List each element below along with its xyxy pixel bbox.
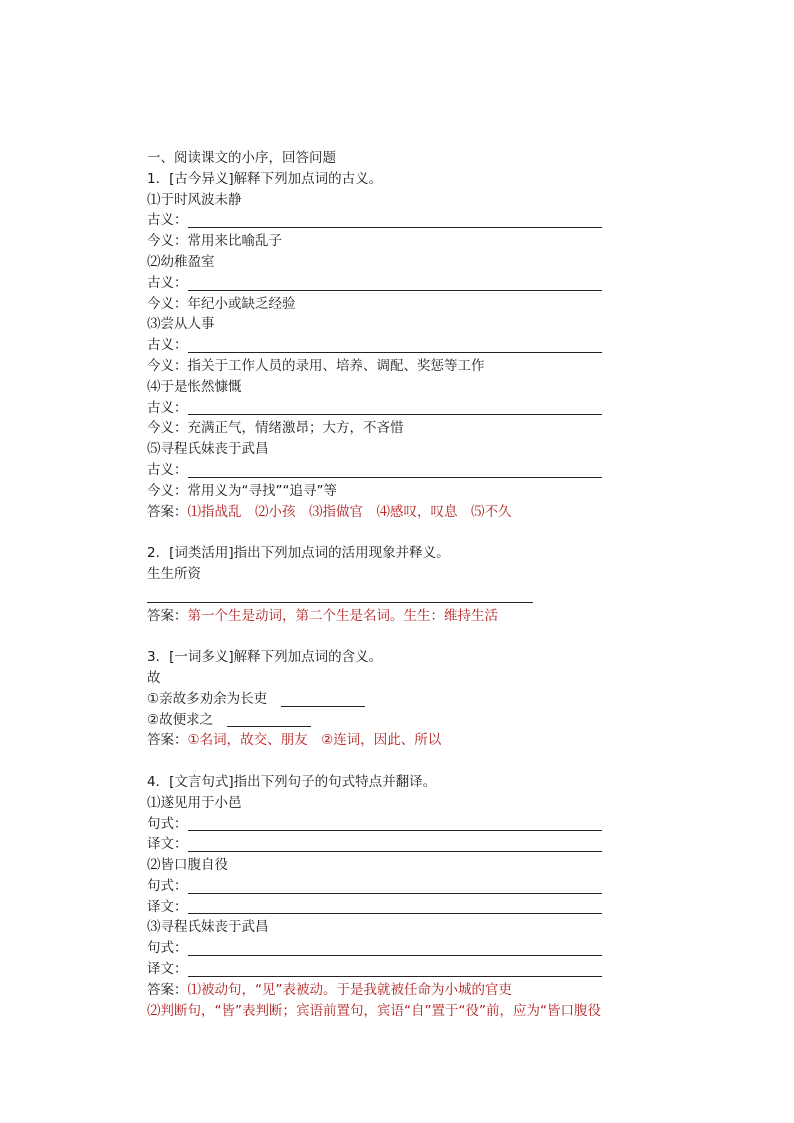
answer-blank[interactable] [188,399,602,415]
q1-item-4-phrase: ⑷于是怅然慷慨 [147,378,242,395]
q1-answer-text: ⑴指战乱 ⑵小孩 ⑶指做官 ⑷感叹，叹息 ⑸不久 [187,503,512,520]
q4-item-1-yi-row: 译文： [147,834,707,855]
q1-item-5-gu-row: 古义： [147,460,707,481]
q1-item-4-gu-row: 古义： [147,398,707,419]
q2-answer: 答案：第一个生是动词，第二个生是名词。生生：维持生活 [147,607,498,624]
q1-item-1-phrase: ⑴于时风波未静 [147,191,242,208]
q1-answer: 答案：⑴指战乱 ⑵小孩 ⑶指做官 ⑷感叹，叹息 ⑸不久 [147,503,512,520]
q1-item-2-jin: 今义：年纪小或缺乏经验 [147,295,296,312]
q3-answer: 答案：①名词，故交、朋友 ②连词，因此、所以 [147,732,442,749]
answer-blank[interactable] [188,878,602,894]
answer-blank[interactable] [188,898,602,914]
section-title: 一、阅读课文的小序，回答问题 [147,150,336,166]
q1-item-5-phrase: ⑸寻程氏妹丧于武昌 [147,441,269,458]
q1-item-3-jin: 今义：指关于工作人员的录用、培养、调配、奖惩等工作 [147,357,485,374]
q4-item-2-ju-row: 句式： [147,876,707,897]
q3-item-1: ①亲故多劝余为长吏 [147,689,707,710]
question-3-title: 3．[一词多义]解释下列加点词的含义。 [147,649,383,666]
answer-blank[interactable] [188,961,602,977]
q4-item-2-phrase: ⑵皆口腹自役 [147,857,228,874]
q1-item-3-phrase: ⑶尝从人事 [147,316,215,333]
q4-answer-2: ⑵判断句，“皆”表判断；宾语前置句，宾语“自”置于“役”前，应为“皆口腹役 [147,1002,601,1019]
answer-blank[interactable] [188,462,602,478]
answer-blank[interactable] [188,337,602,353]
question-4-title: 4．[文言句式]指出下列句子的句式特点并翻译。 [147,773,437,790]
answer-blank[interactable] [188,815,602,831]
q1-item-4-jin: 今义：充满正气，情绪激昂；大方，不吝惜 [147,420,404,437]
question-2-title: 2．[词类活用]指出下列加点词的活用现象并释义。 [147,545,450,562]
q1-item-5-jin: 今义：常用义为“寻找”“追寻”等 [147,482,337,499]
answer-blank[interactable] [188,275,602,291]
answer-blank[interactable] [281,691,365,707]
q2-answer-text: 第一个生是动词，第二个生是名词。生生：维持生活 [187,607,498,624]
q4-item-3-ju-row: 句式： [147,938,707,959]
q3-answer-b: ②连词，因此、所以 [321,732,442,749]
q1-item-1-gu-row: 古义： [147,210,707,231]
answer-blank[interactable] [227,711,311,727]
spacer [147,751,707,772]
q4-item-2-yi-row: 译文： [147,897,707,918]
answer-blank[interactable] [188,940,602,956]
spacer [147,626,707,647]
q4-item-1-ju-row: 句式： [147,814,707,835]
q1-item-2-phrase: ⑵幼稚盈室 [147,253,215,270]
spacer [147,522,707,543]
q1-item-3-gu-row: 古义： [147,335,707,356]
q3-word: 故 [147,669,161,686]
q1-item-2-gu-row: 古义： [147,273,707,294]
answer-blank[interactable] [188,212,602,228]
q1-item-1-jin: 今义：常用来比喻乱子 [147,233,282,250]
answer-blank[interactable] [188,836,602,852]
q4-item-1-phrase: ⑴遂见用于小邑 [147,794,242,811]
q3-item-2: ②故便求之 [147,710,707,731]
answer-blank[interactable] [147,587,533,603]
question-1-title: 1．[古今异义]解释下列加点词的古义。 [147,170,383,187]
worksheet [147,148,707,1021]
q4-item-3-yi-row: 译文： [147,959,707,980]
q4-item-3-phrase: ⑶寻程氏妹丧于武昌 [147,919,269,936]
q3-answer-a: ①名词，故交、朋友 [187,732,308,749]
q2-blank-row [147,585,707,606]
q2-phrase: 生生所资 [147,565,201,582]
q4-answer-1: 答案：⑴被动句，“见”表被动。于是我就被任命为小城的官吏 [147,981,512,998]
